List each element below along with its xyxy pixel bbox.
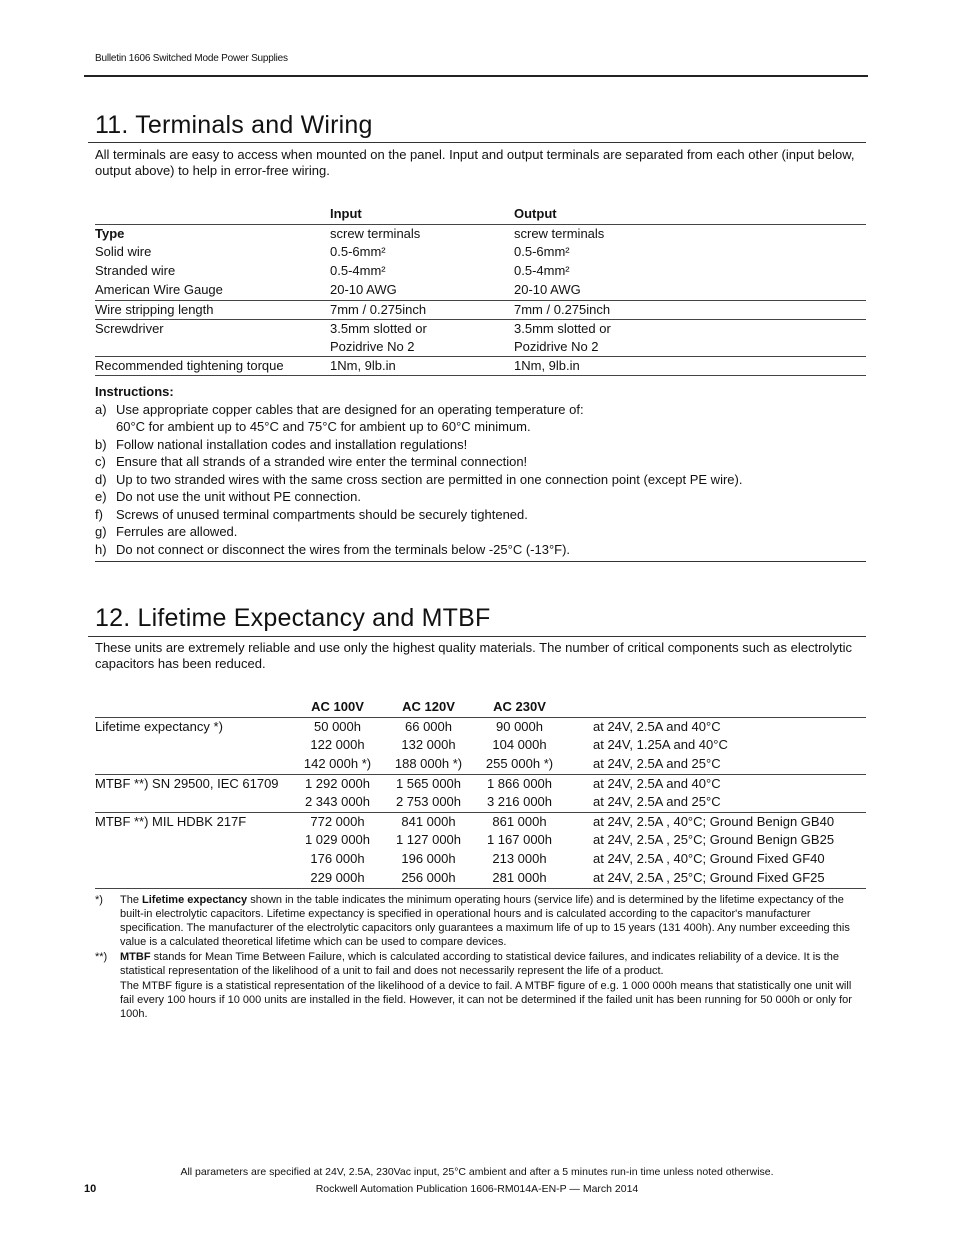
value-cell: 132 000h xyxy=(401,737,456,752)
item-text xyxy=(116,471,742,489)
input-line: Pozidrive No 2 xyxy=(330,338,415,354)
value-cell: 1 127 000h xyxy=(395,832,462,847)
value-cell: 66 000h xyxy=(383,717,474,736)
condition-note: at 24V, 2.5A , 25°C; Ground Fixed GF25 xyxy=(565,869,866,888)
value-cell: 104 000h xyxy=(492,737,547,752)
item-key: e) xyxy=(95,489,107,504)
instruction-item xyxy=(95,453,865,471)
output-line: Pozidrive No 2 xyxy=(514,338,599,354)
footnote-text xyxy=(120,893,855,949)
footnotes xyxy=(95,893,855,1021)
table-row xyxy=(95,850,866,869)
instruction-item xyxy=(95,471,865,489)
value-cell: 256 000h xyxy=(383,869,474,888)
header-rule xyxy=(84,75,868,77)
row-label: MTBF **) MIL HDBK 217F xyxy=(95,812,292,831)
footnote-para xyxy=(120,950,855,978)
footnote-para xyxy=(120,893,855,949)
row-label: Wire stripping length xyxy=(95,300,330,319)
section-11-intro: All terminals are easy to access when mounted on the panel. Input and output terminals are separated from each other (input below, output above) to help in error-free wiring. xyxy=(95,147,855,178)
row-label xyxy=(95,755,292,774)
table-row xyxy=(95,319,866,356)
instruction-item xyxy=(95,506,865,524)
input-value: screw terminals xyxy=(330,224,514,243)
value-cell: 90 000h xyxy=(474,717,565,736)
item-line: Do not connect or disconnect the wires from the terminals below -25°C (-13°F). xyxy=(116,541,571,557)
column-header: AC 100V xyxy=(311,699,364,714)
item-line: Follow national installation codes and installation regulations! xyxy=(116,436,468,452)
value-cell: 841 000h xyxy=(383,812,474,831)
item-line: Screws of unused terminal compartments should be securely tightened. xyxy=(116,506,528,522)
condition-note: at 24V, 2.5A and 40°C xyxy=(565,717,866,736)
column-header xyxy=(565,698,659,717)
item-key: b) xyxy=(95,436,107,452)
item-text xyxy=(116,541,570,559)
table-header-row xyxy=(95,698,866,717)
running-header: Bulletin 1606 Switched Mode Power Supplies xyxy=(95,53,288,64)
value-cell: 176 000h xyxy=(310,851,365,866)
output-value: 0.5-6mm² xyxy=(514,244,570,259)
instructions xyxy=(95,383,865,558)
value-cell: 1 167 000h xyxy=(486,832,553,847)
column-header: AC 230V xyxy=(493,699,546,714)
item-key: h) xyxy=(95,541,107,557)
item-text xyxy=(116,523,237,541)
table-header-row xyxy=(95,205,866,224)
table-row xyxy=(95,717,866,736)
instruction-item xyxy=(95,436,865,454)
condition-note: at 24V, 2.5A and 25°C xyxy=(593,756,721,771)
footer-note: All parameters are specified at 24V, 2.5A, 230Vac input, 25°C ambient and after a 5 minutes run-in time unless noted otherwise. xyxy=(180,1166,774,1178)
row-label: Solid wire xyxy=(95,244,152,259)
row-label: Screwdriver xyxy=(95,319,330,356)
input-value: 0.5-4mm² xyxy=(330,263,386,278)
item-line: Ensure that all strands of a stranded wire enter the terminal connection! xyxy=(116,454,528,469)
condition-note: at 24V, 2.5A and 40°C xyxy=(565,774,866,793)
value-cell: 122 000h xyxy=(310,737,365,752)
item-line: 60°C for ambient up to 45°C and 75°C for ambient up to 60°C minimum. xyxy=(116,419,531,434)
lifetime-mtbf-table xyxy=(95,698,866,889)
row-label: Recommended tightening torque xyxy=(95,356,330,375)
footnote-key: *) xyxy=(95,894,103,906)
input-value: 1Nm, 9lb.in xyxy=(330,356,514,375)
terminals-table xyxy=(95,205,866,376)
table-row xyxy=(95,300,866,319)
item-line: Do not use the unit without PE connection. xyxy=(116,489,361,504)
divider xyxy=(95,561,866,562)
table-row xyxy=(95,356,866,375)
table-row xyxy=(95,812,866,831)
table-row xyxy=(95,774,866,793)
value-cell: 1 292 000h xyxy=(292,774,383,793)
section-rule xyxy=(88,636,866,637)
item-key: c) xyxy=(95,454,106,469)
input-value: 0.5-6mm² xyxy=(330,244,386,259)
value-cell: 2 753 000h xyxy=(395,794,462,809)
column-header xyxy=(659,698,866,717)
footnote xyxy=(95,893,855,949)
item-text xyxy=(116,453,527,471)
table-row xyxy=(95,831,866,850)
value-cell: 229 000h xyxy=(292,869,383,888)
input-value: 7mm / 0.275inch xyxy=(330,300,514,319)
output-value: 0.5-4mm² xyxy=(514,263,570,278)
instruction-item xyxy=(95,488,865,506)
value-cell: 3 216 000h xyxy=(486,794,553,809)
item-text xyxy=(116,506,528,524)
column-header xyxy=(95,698,292,717)
value-cell: 142 000h *) xyxy=(303,756,372,771)
condition-note: at 24V, 2.5A , 40°C; Ground Fixed GF40 xyxy=(593,851,825,866)
input-value: 20-10 AWG xyxy=(330,282,397,297)
item-key: g) xyxy=(95,524,107,539)
value-cell: 1 866 000h xyxy=(474,774,565,793)
item-key: d) xyxy=(95,471,107,487)
value-cell: 1 029 000h xyxy=(304,832,371,847)
condition-note: at 24V, 2.5A , 25°C; Ground Benign GB25 xyxy=(593,832,835,847)
row-label xyxy=(95,736,292,755)
table-row xyxy=(95,793,866,812)
row-label: MTBF **) SN 29500, IEC 61709 xyxy=(95,774,292,793)
text: shown in the table indicates the minimum operating hours (service life) and is determined by the lifetime expectancy of the built-in electrolytic capacitors. Lifetime expectancy is specified in operational hours and is calculated according to the capacitor's manufacturer specification. The manufacturer of the electrolytic capacitors only guarantees a maximum life of up to 15 years (131 400h). Any number exceeding this value is a calculated theoretical lifetime which can be used to compare devices. xyxy=(120,894,850,948)
text: The xyxy=(120,894,143,906)
item-key: a) xyxy=(95,401,107,417)
item-line: Ferrules are allowed. xyxy=(116,524,238,539)
section-11-title: 11. Terminals and Wiring xyxy=(95,111,373,139)
output-value: 7mm / 0.275inch xyxy=(514,300,866,319)
table-row xyxy=(95,262,866,281)
row-label: Lifetime expectancy *) xyxy=(95,717,292,736)
condition-note: at 24V, 2.5A , 40°C; Ground Benign GB40 xyxy=(565,812,866,831)
item-line: Up to two stranded wires with the same cross section are permitted in one connection point (except PE wire). xyxy=(116,471,743,487)
value-cell: 281 000h xyxy=(474,869,565,888)
output-line: 3.5mm slotted or xyxy=(514,320,611,336)
page-number: 10 xyxy=(84,1183,97,1195)
bold-term: Lifetime expectancy xyxy=(142,894,248,906)
section-12-intro: These units are extremely reliable and use only the highest quality materials. The number of critical components such as electrolytic capacitors has been reduced. xyxy=(95,640,853,671)
table-row xyxy=(95,224,866,243)
row-label: American Wire Gauge xyxy=(95,282,223,297)
column-header xyxy=(95,205,330,224)
input-value xyxy=(330,319,514,356)
table-row xyxy=(95,243,866,262)
condition-note: at 24V, 2.5A and 25°C xyxy=(593,794,721,809)
footnote xyxy=(95,950,855,1021)
value-cell: 1 565 000h xyxy=(383,774,474,793)
output-value: 20-10 AWG xyxy=(514,282,581,297)
value-cell: 196 000h xyxy=(401,851,456,866)
instruction-item xyxy=(95,541,865,559)
publication-info: Rockwell Automation Publication 1606-RM014A-EN-P — March 2014 xyxy=(315,1183,639,1195)
bold-term: MTBF xyxy=(120,951,151,963)
item-text xyxy=(116,488,361,506)
instruction-item xyxy=(95,523,865,541)
row-label xyxy=(95,850,292,869)
section-12-title: 12. Lifetime Expectancy and MTBF xyxy=(95,604,491,632)
instructions-title: Instructions: xyxy=(95,384,174,399)
column-header: Output xyxy=(514,206,557,221)
item-line: Use appropriate copper cables that are designed for an operating temperature of: xyxy=(116,401,584,417)
input-line: 3.5mm slotted or xyxy=(330,320,427,336)
table-row xyxy=(95,736,866,755)
table-row xyxy=(95,281,866,300)
condition-note: at 24V, 1.25A and 40°C xyxy=(593,737,728,752)
column-header: AC 120V xyxy=(402,699,455,714)
table-row xyxy=(95,869,866,888)
row-label: Stranded wire xyxy=(95,263,176,278)
footnote-para: The MTBF figure is a statistical representation of the likelihood of a device to fail. A MTBF figure of e.g. 1 000 000h means that statistically one unit will fail every 100 hours if 10 000 units are installed in the field. However, it can not be determined if the failed unit has been running for 50 000h or only for 100h. xyxy=(120,980,852,1020)
output-value xyxy=(514,319,866,356)
text: stands for Mean Time Between Failure, which is calculated according to statistical device failures, and indicates reliability of a device. It is the statistical representation of the likelihood of a unit to fail and does not necessarily represent the life of a product. xyxy=(120,951,839,977)
item-key: f) xyxy=(95,506,103,522)
value-cell: 213 000h xyxy=(492,851,547,866)
value-cell: 861 000h xyxy=(474,812,565,831)
item-text xyxy=(116,401,584,436)
row-label: Type xyxy=(95,224,330,243)
value-cell: 255 000h *) xyxy=(485,756,554,771)
table-row xyxy=(95,755,866,774)
value-cell: 188 000h *) xyxy=(394,756,463,771)
footnote-key: **) xyxy=(95,951,108,963)
item-text xyxy=(116,436,467,454)
row-label xyxy=(95,831,292,850)
value-cell: 50 000h xyxy=(292,717,383,736)
footnote-text xyxy=(120,950,855,1021)
row-label xyxy=(95,793,292,812)
output-value: 1Nm, 9lb.in xyxy=(514,356,866,375)
value-cell: 2 343 000h xyxy=(304,794,371,809)
instruction-item xyxy=(95,401,865,436)
value-cell: 772 000h xyxy=(292,812,383,831)
section-rule xyxy=(88,142,866,143)
output-value: screw terminals xyxy=(514,224,866,243)
row-label xyxy=(95,869,292,888)
column-header: Input xyxy=(330,206,362,221)
